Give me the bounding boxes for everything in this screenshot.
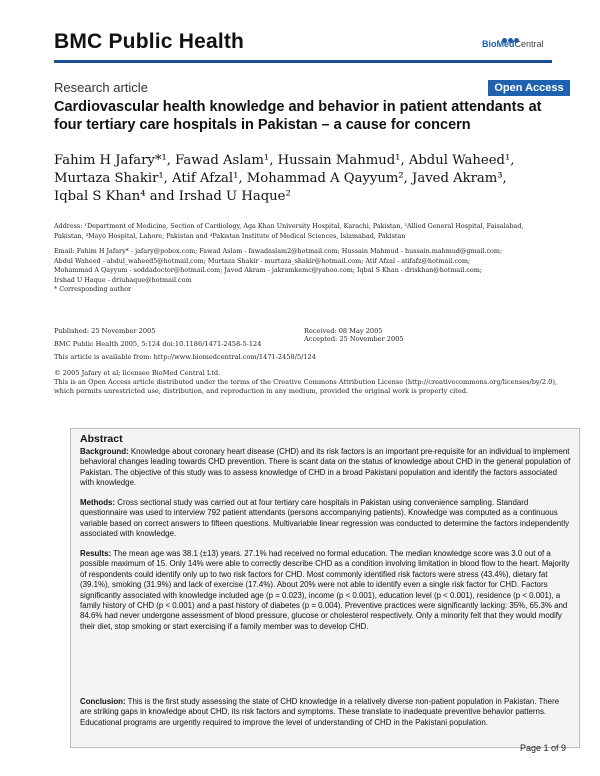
article-type: Research article bbox=[54, 80, 148, 95]
author-line: Fahim H Jafary*¹, Fawad Aslam¹, Hussain Mahmud¹, Abdul Waheed¹, bbox=[54, 153, 515, 168]
address-line: Address: ¹Department of Medicine, Section of Cardiology, Aga Khan University Hospital, Karachi, Pakistan, ²Allied General Hospital, Faisalabad, bbox=[54, 222, 524, 230]
address-line: Pakistan, ³Mayo Hospital, Lahore, Pakistan and ⁴Pakistan Institute of Medical Sciences, Islamabad, Pakistan bbox=[54, 231, 406, 240]
results-text: The mean age was 38.1 (±13) years. 27.1% had received no formal education. The median knowledge score was 3.0 out of a possible maximum of 15. Only 14% were able to correctly describe CHD as a condition involving limitation in blood flow to the heart. Majority of respondents could identify only up to two risk factors for CHD. Most commonly identified risk factors were stress (43.4%), dietary fat (39.1%), smoking (31.9%) and lack of exercise (17.4%). About 20% were not able to identify even a single risk factor for CHD. Factors significantly associated with knowledge included age (p = 0.023), income (p < 0.001), education level (p < 0.001), residence (p < 0.001), a family history of CHD (p < 0.001) and a past history of diabetes (p = 0.004). Preventive practices were significantly lacking: 35%, 65.3% and 84.6% had never undergone assessment of blood pressure, glucose or cholesterol respectively. Only a minority felt that they would modify their diet, stop smoking or start exercising if a family member was to develop CHD. bbox=[80, 549, 570, 631]
author-list bbox=[54, 152, 554, 206]
article-title: Cardiovascular health knowledge and behavior in patient attendants at four tertiary care hospitals in Pakistan – a cause for concern bbox=[54, 99, 542, 133]
conclusion-text: This is the first study assessing the state of CHD knowledge in a relatively diverse non-patient population in Pakistan. There are striking gaps in knowledge about CHD, its risk factors and symptoms. These translate to inadequate preventive behavior patterns. Educational programs are urgently required to improve the level of understanding of CHD in the Pakistani population. bbox=[80, 697, 560, 727]
abstract-conclusion bbox=[80, 697, 572, 728]
results-label: Results: bbox=[80, 549, 112, 558]
license-text[interactable]: This is an Open Access article distributed under the terms of the Creative Commons Attribution License (http://creativecommons.org/licenses/by/2.0), bbox=[54, 378, 558, 386]
header-divider bbox=[54, 60, 552, 63]
email-line[interactable]: Email: Fahim H Jafary* - jafary@pobox.com; Fawad Aslam - fawadaslam2@hotmail.com; Hussain Mahmud - hussain.mahmud@gmail.com; bbox=[54, 247, 503, 255]
logo-dots-icon bbox=[502, 30, 522, 38]
license-text: which permits unrestricted use, distribution, and reproduction in any medium, provided the original work is properly cited. bbox=[54, 387, 469, 395]
author-line: Murtaza Shakir¹, Atif Afzal¹, Mohammad A Qayyum², Javed Akram³, bbox=[54, 171, 507, 186]
abstract-methods bbox=[80, 498, 572, 540]
abstract-background bbox=[80, 447, 572, 489]
article-url[interactable]: This article is available from: http://www.biomedcentral.com/1471-2458/5/124 bbox=[54, 353, 316, 361]
journal-title: BMC Public Health bbox=[54, 30, 245, 53]
email-line[interactable]: Irshad U Haque - driuhaque@hotmail.com bbox=[54, 275, 192, 284]
background-label: Background: bbox=[80, 447, 129, 456]
affiliations bbox=[54, 222, 554, 295]
citation: BMC Public Health 2005, 5:124 doi:10.1186/1471-2458-5-124 bbox=[54, 340, 262, 348]
accepted-date: Accepted: 25 November 2005 bbox=[304, 335, 404, 343]
methods-text: Cross sectional study was carried out at four tertiary care hospitals in Pakistan using convenience sampling. Standard questionnaire was used to interview 792 patient attendants (persons accompanying patients). Knowledge was computed as a continuous variable based on correct answers to fifteen questions. Multivariable linear regression was conducted to determine the factors independently associated with knowledge. bbox=[80, 498, 570, 539]
background-text: Knowledge about coronary heart disease (CHD) and its risk factors is an important pre-requisite for an individual to implement behavioral changes leading towards CHD prevention. There is scant data on the status of knowledge about CHD in the general population of Pakistan. The objective of this study was to assess knowledge of CHD in a broad Pakistani population and identify the factors associated with knowledge. bbox=[80, 447, 571, 488]
page-number: Page 1 of 9 bbox=[520, 743, 567, 753]
copyright: © 2005 Jafary et al; licensee BioMed Central Ltd. bbox=[54, 369, 221, 377]
abstract-results bbox=[80, 549, 572, 632]
open-access-badge: Open Access bbox=[488, 80, 570, 96]
logo-central-text: Central bbox=[514, 39, 544, 49]
methods-label: Methods: bbox=[80, 498, 116, 507]
published-date: Published: 25 November 2005 bbox=[54, 327, 156, 335]
corresponding-author-note: * Corresponding author bbox=[54, 285, 132, 293]
abstract-heading: Abstract bbox=[80, 433, 123, 445]
biomed-central-logo bbox=[482, 30, 554, 52]
conclusion-label: Conclusion: bbox=[80, 697, 126, 706]
logo-bio-text: BioMed bbox=[482, 39, 515, 49]
email-line[interactable]: Abdul Waheed - abdul_waheed5@hotmail.com; Murtaza Shakir - murtaza_shakir@hotmail.com; Atif Afzal - atifafz@hotmail.com; bbox=[54, 256, 471, 265]
email-line[interactable]: Mohammad A Qayyum - soddadoctor@hotmail.com; Javed Akram - jakramkemc@yahoo.com; Iqbal S Khan - driskhan@hotmail.com; bbox=[54, 266, 482, 274]
received-date: Received: 08 May 2005 bbox=[304, 327, 383, 335]
author-line: Iqbal S Khan⁴ and Irshad U Haque² bbox=[54, 189, 291, 204]
